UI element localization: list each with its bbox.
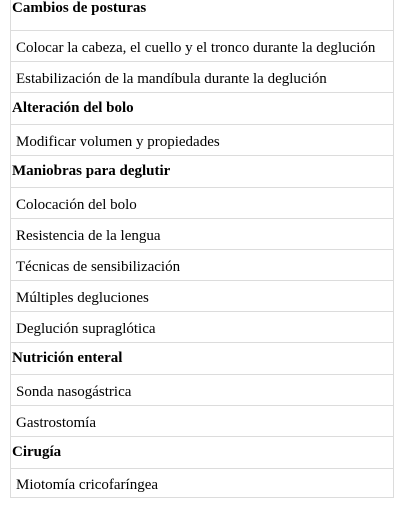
list-item-multiple-swallows: Múltiples degluciones — [11, 280, 393, 311]
section-header-enteral-nutrition: Nutrición enteral — [11, 342, 393, 374]
list-item-cricopharyngeal-myotomy: Miotomía cricofaríngea — [11, 468, 393, 497]
section-header-swallowing-maneuvers: Maniobras para deglutir — [11, 155, 393, 187]
list-item-gastrostomy: Gastrostomía — [11, 405, 393, 436]
list-item-nasogastric-tube: Sonda nasogástrica — [11, 374, 393, 405]
list-item-jaw-stabilization: Estabilización de la mandíbula durante la deglución — [11, 61, 393, 92]
treatment-table — [10, 0, 394, 498]
section-header-surgery: Cirugía — [11, 436, 393, 468]
section-header-posture-changes: Cambios de posturas — [12, 0, 147, 16]
list-item-bolus-placement: Colocación del bolo — [11, 187, 393, 218]
list-item-supraglottic-swallow: Deglución supraglótica — [11, 311, 393, 342]
list-item-modify-volume: Modificar volumen y propiedades — [11, 124, 393, 155]
list-item-head-neck-trunk-position: Colocar la cabeza, el cuello y el tronco durante la deglución — [11, 30, 393, 61]
list-item-sensitization-techniques: Técnicas de sensibilización — [11, 249, 393, 280]
list-item-tongue-resistance: Resistencia de la lengua — [11, 218, 393, 249]
section-header-bolus-alteration: Alteración del bolo — [11, 92, 393, 124]
